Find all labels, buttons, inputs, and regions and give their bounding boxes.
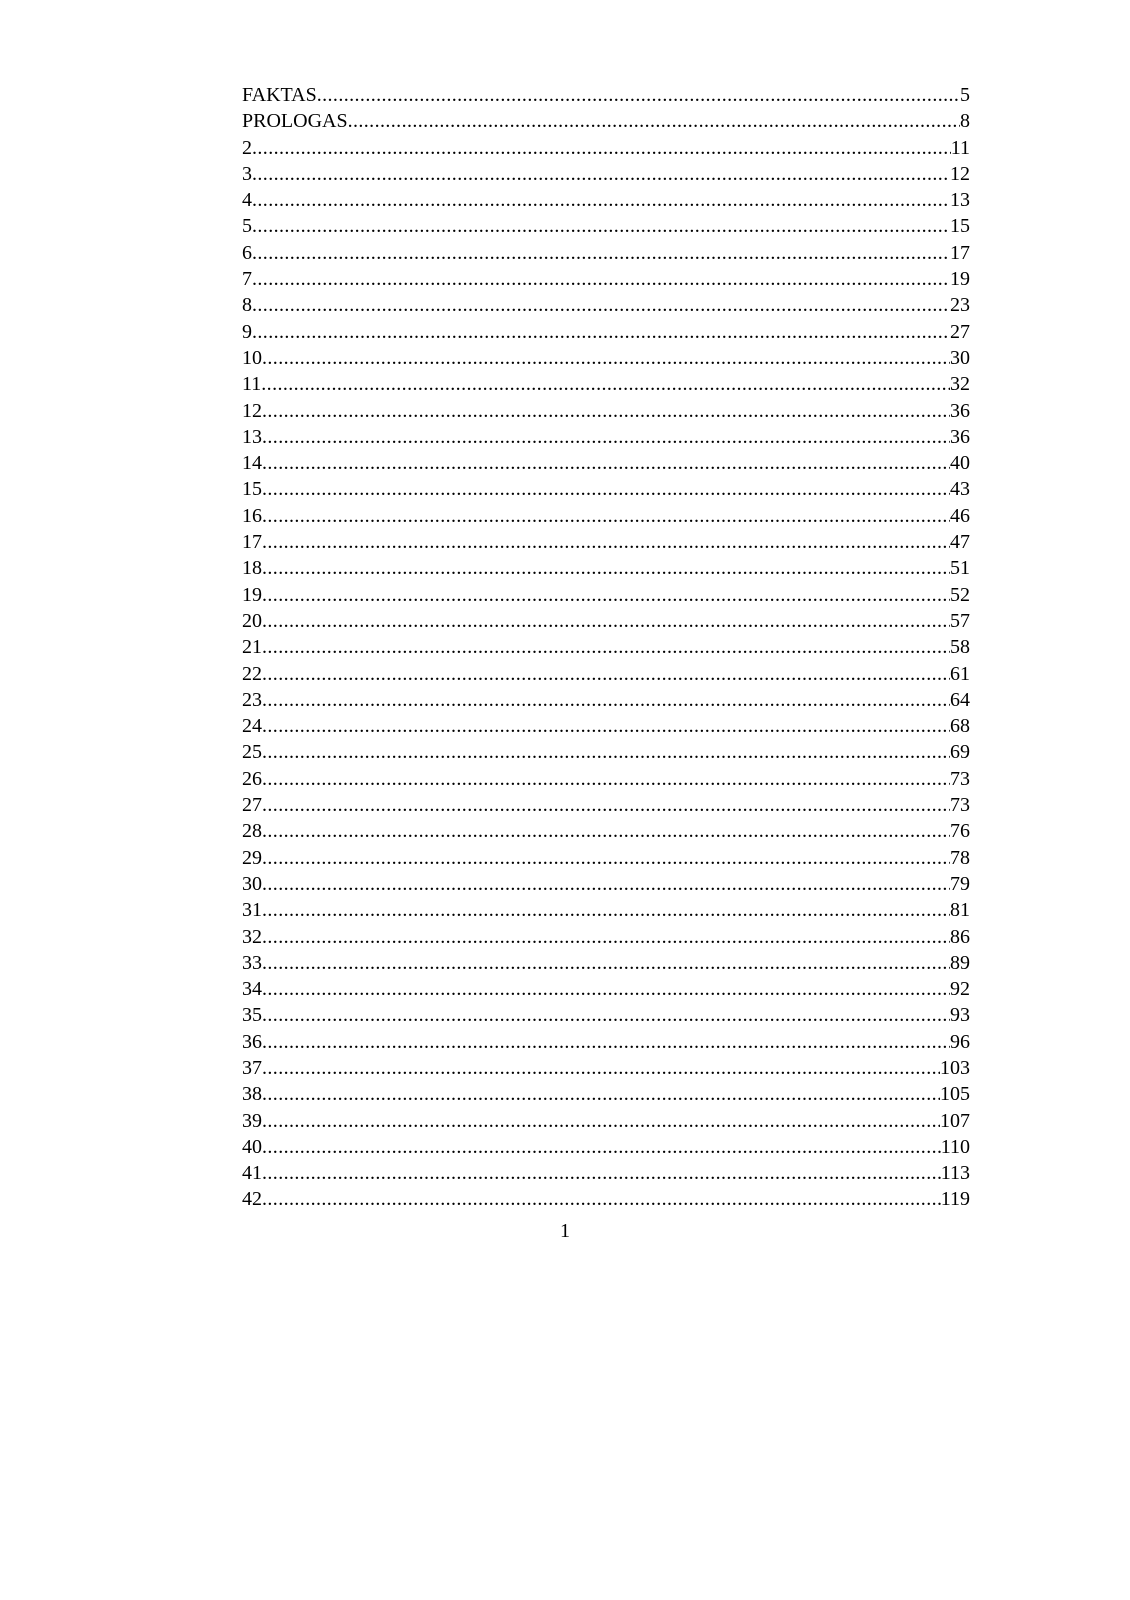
toc-entry-title: 10 (242, 346, 262, 369)
dot-leader (262, 450, 950, 476)
dot-leader (262, 845, 950, 871)
toc-entry[interactable] (242, 608, 970, 634)
toc-entry-page: 76 (950, 820, 970, 843)
dot-leader (252, 161, 950, 187)
toc-entry[interactable] (242, 424, 970, 450)
toc-entry-page: 52 (950, 583, 970, 606)
dot-leader (262, 555, 950, 581)
toc-entry[interactable] (242, 503, 970, 529)
toc-entry-title: 23 (242, 688, 262, 711)
toc-entry-page: 69 (950, 741, 970, 764)
toc-entry-title: FAKTAS (242, 84, 317, 106)
toc-entry-title: 14 (242, 452, 262, 475)
toc-entry-title: 33 (242, 951, 262, 974)
toc-entry-page: 47 (950, 531, 970, 554)
toc-entry[interactable] (242, 1186, 970, 1212)
toc-entry[interactable] (242, 792, 970, 818)
dot-leader (262, 345, 950, 371)
dot-leader (262, 529, 950, 555)
toc-entry-title: 36 (242, 1030, 262, 1053)
toc-entry[interactable] (242, 555, 970, 581)
dot-leader (348, 108, 960, 134)
dot-leader (262, 1108, 940, 1134)
toc-entry-page: 19 (950, 268, 970, 291)
toc-entry-title: 18 (242, 557, 262, 580)
dot-leader (262, 871, 950, 897)
toc-entry[interactable] (242, 818, 970, 844)
toc-entry-title: 29 (242, 846, 262, 869)
toc-entry-page: 119 (940, 1188, 970, 1211)
dot-leader (252, 292, 950, 318)
toc-entry-title: 40 (242, 1135, 262, 1158)
toc-entry[interactable] (242, 1108, 970, 1134)
toc-entry[interactable] (242, 345, 970, 371)
dot-leader (262, 1160, 941, 1186)
toc-entry-title: 6 (242, 241, 252, 264)
toc-entry-title: 3 (242, 162, 252, 185)
toc-entry-title: 32 (242, 925, 262, 948)
toc-entry-page: 32 (950, 373, 970, 396)
toc-entry[interactable] (242, 976, 970, 1002)
toc-entry[interactable] (242, 897, 970, 923)
toc-entry-page: 13 (950, 189, 970, 212)
toc-entry[interactable] (242, 135, 970, 161)
dot-leader (262, 1055, 940, 1081)
dot-leader (262, 924, 950, 950)
toc-entry-title: 26 (242, 767, 262, 790)
toc-entry[interactable] (242, 661, 970, 687)
toc-entry-page: 110 (940, 1135, 970, 1158)
toc-entry[interactable] (242, 161, 970, 187)
toc-entry[interactable] (242, 529, 970, 555)
toc-entry-title: 16 (242, 504, 262, 527)
dot-leader (262, 687, 950, 713)
toc-entry-title: 42 (242, 1188, 262, 1211)
toc-entry[interactable] (242, 1081, 970, 1107)
toc-entry-title: 9 (242, 320, 252, 343)
toc-entry[interactable] (242, 240, 970, 266)
toc-entry-page: 15 (950, 215, 970, 238)
dot-leader (262, 503, 950, 529)
toc-entry-page: 86 (950, 925, 970, 948)
toc-entry-page: 30 (950, 346, 970, 369)
toc-entry-page: 107 (940, 1109, 970, 1132)
toc-entry-title: 41 (242, 1162, 262, 1185)
toc-entry-title: 34 (242, 978, 262, 1001)
toc-entry-page: 113 (940, 1162, 970, 1185)
dot-leader (252, 187, 950, 213)
toc-entry[interactable] (242, 187, 970, 213)
dot-leader (262, 661, 950, 687)
toc-entry[interactable] (242, 1134, 970, 1160)
toc-entry-page: 23 (950, 294, 970, 317)
toc-entry[interactable] (242, 450, 970, 476)
toc-entry[interactable] (242, 766, 970, 792)
dot-leader (262, 398, 950, 424)
toc-entry-page: 96 (950, 1030, 970, 1053)
toc-entry[interactable] (242, 871, 970, 897)
toc-entry-page: 36 (950, 399, 970, 422)
toc-entry-title: 22 (242, 662, 262, 685)
toc-entry-title: 24 (242, 715, 262, 738)
toc-entry-title: 17 (242, 531, 262, 554)
toc-entry[interactable] (242, 687, 970, 713)
table-of-contents (242, 82, 970, 1213)
dot-leader (262, 1134, 941, 1160)
dot-leader (262, 818, 950, 844)
toc-entry-page: 8 (960, 110, 970, 133)
toc-entry[interactable] (242, 476, 970, 502)
toc-entry[interactable] (242, 319, 970, 345)
toc-entry[interactable] (242, 1002, 970, 1028)
dot-leader (252, 135, 951, 161)
dot-leader (262, 1186, 941, 1212)
toc-entry-title: 15 (242, 478, 262, 501)
toc-entry-page: 17 (950, 241, 970, 264)
toc-entry-page: 79 (950, 872, 970, 895)
toc-entry-page: 61 (950, 662, 970, 685)
dot-leader (252, 266, 950, 292)
page-number: 1 (560, 1220, 570, 1242)
toc-entry-title: 38 (242, 1083, 262, 1106)
toc-entry[interactable] (242, 634, 970, 660)
toc-entry[interactable] (242, 371, 970, 397)
toc-entry-title: 12 (242, 399, 262, 422)
toc-entry[interactable] (242, 292, 970, 318)
toc-entry-title: PROLOGAS (242, 110, 348, 133)
toc-entry-title: 28 (242, 820, 262, 843)
toc-entry-title: 19 (242, 583, 262, 606)
toc-entry-page: 73 (950, 794, 970, 817)
toc-entry-page: 5 (960, 84, 970, 106)
toc-entry-page: 36 (950, 425, 970, 448)
dot-leader (262, 1029, 950, 1055)
dot-leader (262, 608, 950, 634)
toc-entry-page: 92 (950, 978, 970, 1001)
toc-entry[interactable] (242, 213, 970, 239)
dot-leader (262, 897, 950, 923)
toc-entry-title: 21 (242, 636, 262, 659)
toc-entry-title: 31 (242, 899, 262, 922)
toc-entry[interactable] (242, 845, 970, 871)
toc-entry-page: 12 (950, 162, 970, 185)
dot-leader (262, 634, 950, 660)
toc-entry[interactable] (242, 950, 970, 976)
toc-entry[interactable] (242, 1160, 970, 1186)
toc-entry-page: 27 (950, 320, 970, 343)
toc-entry-title: 4 (242, 189, 252, 212)
toc-entry-title: 11 (242, 373, 262, 396)
toc-entry-page: 81 (950, 899, 970, 922)
toc-entry-page: 51 (950, 557, 970, 580)
toc-entry[interactable] (242, 924, 970, 950)
toc-entry-page: 43 (950, 478, 970, 501)
dot-leader (262, 1002, 950, 1028)
toc-entry-title: 39 (242, 1109, 262, 1132)
toc-entry-title: 25 (242, 741, 262, 764)
toc-entry[interactable] (242, 108, 970, 134)
toc-entry-page: 11 (950, 136, 970, 159)
dot-leader (252, 240, 950, 266)
toc-entry-page: 78 (950, 846, 970, 869)
toc-entry-title: 5 (242, 215, 252, 238)
toc-entry-title: 37 (242, 1056, 262, 1079)
toc-entry[interactable] (242, 398, 970, 424)
dot-leader (262, 739, 950, 765)
toc-entry-page: 40 (950, 452, 970, 475)
dot-leader (262, 976, 950, 1002)
toc-entry-title: 27 (242, 794, 262, 817)
toc-entry-title: 7 (242, 268, 252, 291)
toc-entry-page: 89 (950, 951, 970, 974)
toc-entry-page: 57 (950, 609, 970, 632)
dot-leader (262, 950, 950, 976)
toc-entry-page: 93 (950, 1004, 970, 1027)
toc-entry-title: 2 (242, 136, 252, 159)
dot-leader (262, 766, 950, 792)
dot-leader (262, 1081, 940, 1107)
toc-entry-page: 58 (950, 636, 970, 659)
toc-entry-title: 13 (242, 425, 262, 448)
toc-entry[interactable] (242, 1055, 970, 1081)
dot-leader (252, 319, 950, 345)
toc-entry-page: 103 (940, 1056, 970, 1079)
toc-entry-page: 68 (950, 715, 970, 738)
toc-entry-page: 64 (950, 688, 970, 711)
toc-entry[interactable] (242, 713, 970, 739)
toc-entry[interactable] (242, 739, 970, 765)
toc-entry[interactable] (242, 266, 970, 292)
toc-entry-page: 105 (940, 1083, 970, 1106)
toc-entry-title: 20 (242, 609, 262, 632)
dot-leader (262, 582, 950, 608)
toc-entry[interactable] (242, 82, 970, 108)
dot-leader (252, 213, 950, 239)
toc-entry[interactable] (242, 1029, 970, 1055)
toc-entry-page: 73 (950, 767, 970, 790)
dot-leader (262, 792, 950, 818)
dot-leader (262, 476, 950, 502)
toc-entry-title: 8 (242, 294, 252, 317)
dot-leader (262, 713, 950, 739)
dot-leader (317, 82, 960, 108)
toc-entry[interactable] (242, 582, 970, 608)
toc-entry-page: 46 (950, 504, 970, 527)
dot-leader (261, 371, 950, 397)
toc-entry-title: 35 (242, 1004, 262, 1027)
toc-entry-title: 30 (242, 872, 262, 895)
dot-leader (262, 424, 950, 450)
